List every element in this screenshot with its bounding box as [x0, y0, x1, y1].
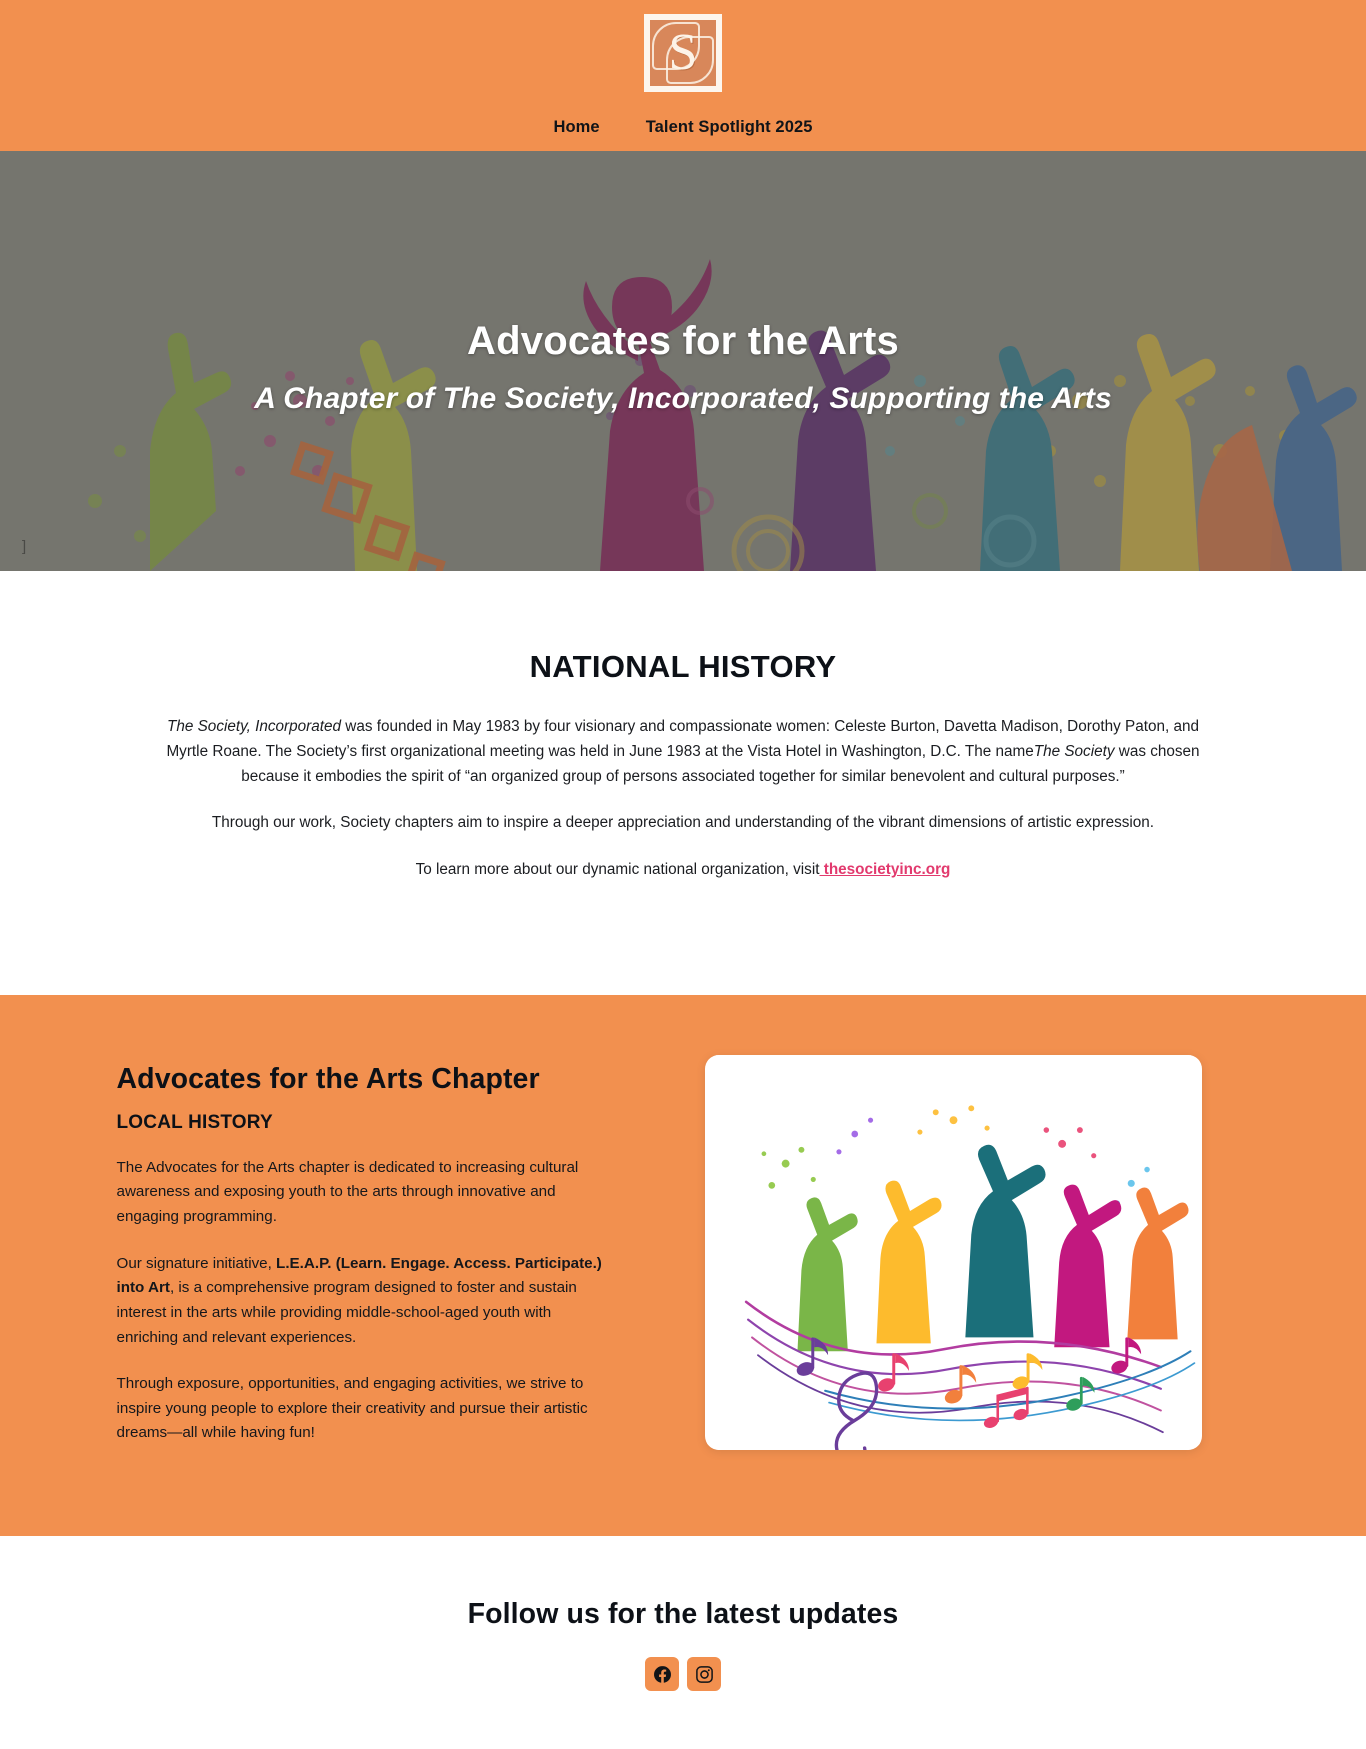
social-links-row — [0, 1657, 1366, 1691]
national-p1-part-d: was chosen because it embodies the spirit of “an organized group of persons associated together for similar benevolent and cultural purposes.” — [241, 742, 1200, 785]
main-navigation — [553, 118, 812, 137]
local-history-paragraph-1: The Advocates for the Arts chapter is dedicated to increasing cultural awareness and exposing youth to the arts through innovative and engaging programming. — [116, 1158, 579, 1226]
national-p1-part-b: was founded in May 1983 by four visionary and compassionate women: Celeste Burton, Davetta Madison, Dorothy Paton, and Myrtle Roane. The Society’s first organizational meeting was held in June 1983 at the Vista Hotel in Washington, D.C. The name — [166, 718, 1199, 760]
chapter-illustration-card — [705, 1055, 1202, 1450]
nav-link-talent-spotlight[interactable]: Talent Spotlight 2025 — [645, 118, 813, 136]
national-history-paragraph-2: Through our work, Society chapters aim to inspire a deeper appreciation and understanding of the vibrant dimensions of artistic expression. — [211, 814, 1155, 832]
facebook-link[interactable] — [645, 1657, 679, 1691]
local-history-paragraph-3: Through exposure, opportunities, and engaging activities, we strive to inspire young people to explore their creativity and pursue their artistic dreams—all while having fun! — [116, 1375, 588, 1442]
site-logo[interactable] — [644, 14, 722, 92]
facebook-icon — [653, 1665, 672, 1684]
site-header — [0, 0, 1366, 151]
hero-subtitle: A Chapter of The Society, Incorporated, Supporting the Arts — [254, 382, 1112, 415]
instagram-link[interactable] — [687, 1657, 721, 1691]
nav-link-home[interactable]: Home — [553, 118, 600, 136]
hero-title: Advocates for the Arts — [467, 319, 899, 363]
national-history-title: NATIONAL HISTORY — [529, 649, 837, 684]
leap-prefix: Our signature initiative, — [116, 1254, 277, 1272]
hero-banner — [0, 151, 1366, 571]
national-history-section — [0, 571, 1366, 995]
local-history-paragraph-2 — [117, 1252, 612, 1351]
instagram-icon — [695, 1665, 714, 1684]
leap-suffix: , is a comprehensive program designed to foster and sustain interest in the arts while providing middle-school-aged youth with enriching and relevant experiences. — [116, 1279, 577, 1346]
chapter-heading: Advocates for the Arts Chapter — [116, 1062, 540, 1095]
footer-follow-section — [0, 1536, 1366, 1749]
local-history-text-column — [117, 1055, 657, 1468]
national-history-paragraph-3 — [163, 858, 1203, 883]
national-p3-prefix: To learn more about our dynamic national organization, visit — [415, 861, 820, 879]
colorful-dancers-music-illustration — [705, 1055, 1202, 1450]
local-history-section — [0, 995, 1366, 1536]
local-history-subheading: LOCAL HISTORY — [116, 1111, 273, 1133]
thesocietyinc-link[interactable]: thesocietyinc.org — [819, 861, 951, 879]
society-name-italic-1: The Society, Incorporated — [167, 718, 342, 735]
logo-letter: S — [668, 24, 698, 81]
local-history-image-column — [705, 1055, 1256, 1450]
national-history-paragraph-1 — [163, 715, 1203, 789]
stray-bracket-character: ] — [22, 538, 27, 555]
leap-program-name: L.E.A.P. (Learn. Engage. Access. Participate.) into Art — [116, 1254, 602, 1297]
footer-title: Follow us for the latest updates — [467, 1598, 899, 1631]
society-name-italic-2: The Society — [1033, 742, 1115, 760]
hero-text-block — [0, 319, 1366, 416]
logo-ornament — [650, 20, 716, 86]
